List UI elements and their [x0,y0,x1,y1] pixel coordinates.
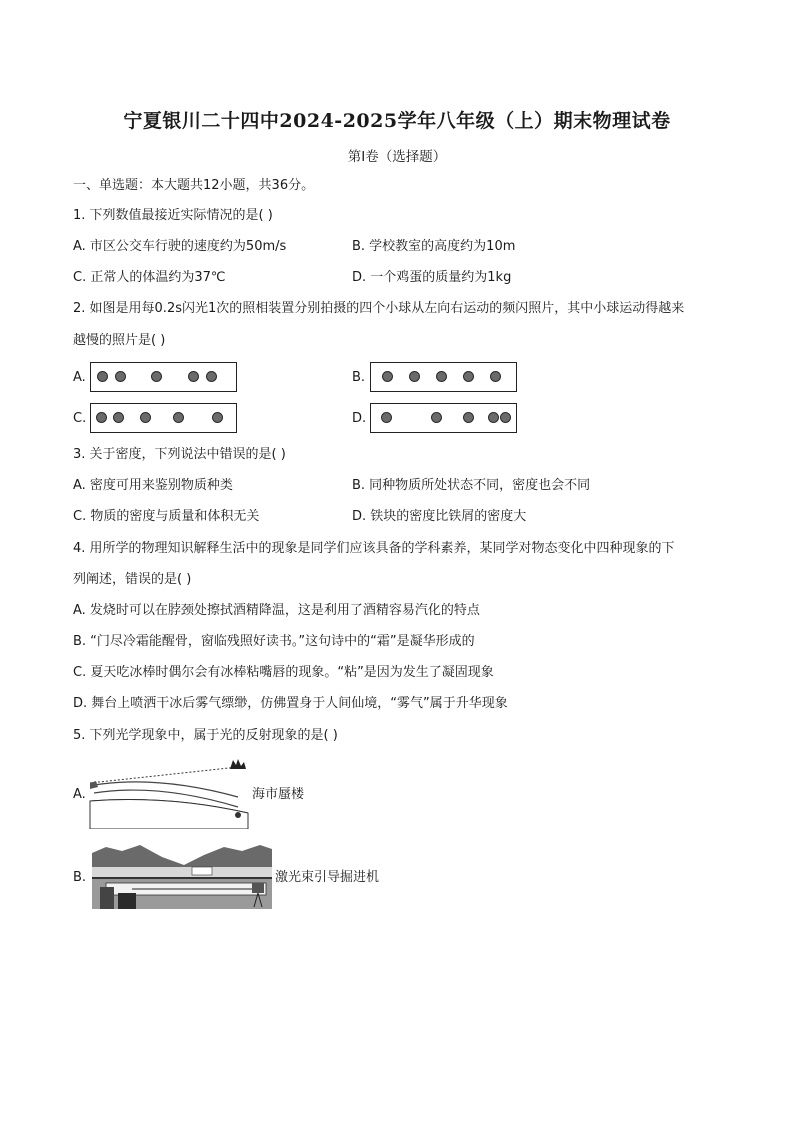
q5-option-a-caption: 海市蜃楼 [252,787,305,802]
ball [212,412,223,423]
q1-stem: 1. 下列数值最接近实际情况的是( ) [73,208,273,223]
ball [409,371,420,382]
tunnel-laser-drawing [92,843,272,909]
q1-option-a: A. 市区公交车行驶的速度约为50m/s [73,239,287,254]
ball [436,371,447,382]
q2-option-c-photo [90,403,237,433]
q4-option-c: C. 夏天吃冰棒时偶尔会有冰棒粘嘴唇的现象。“粘”是因为发生了凝固现象 [73,665,494,680]
ball [490,371,501,382]
ball [113,412,124,423]
q2-option-d-label: D. [352,411,367,426]
q5-option-b-caption: 激光束引导掘进机 [275,870,380,885]
q2-option-d-photo [370,403,517,433]
q1-option-c: C. 正常人的体温约为37℃ [73,270,226,285]
tunnel-laser-illustration [92,843,272,909]
q5-stem: 5. 下列光学现象中，属于光的反射现象的是( ) [73,728,338,743]
q5-option-b-label: B. [73,870,87,885]
q4-option-a: A. 发烧时可以在脖颈处擦拭酒精降温，这是利用了酒精容易汽化的特点 [73,603,480,618]
ball [382,371,393,382]
page-title: 宁夏银川二十四中2024-2025学年八年级（上）期末物理试卷 [123,110,671,132]
ball [115,371,126,382]
q1-option-b: B. 学校教室的高度约为10m [352,239,516,254]
ball [500,412,511,423]
q2-stem-line1: 2. 如图是用每0.2s闪光1次的照相装置分别拍摄的四个小球从左向右运动的频闪照片，其中小球运动得越来 [73,301,685,316]
ball [140,412,151,423]
q3-option-d: D. 铁块的密度比铁屑的密度大 [352,509,527,524]
q1-option-d: D. 一个鸡蛋的质量约为1kg [352,270,512,285]
ball [463,412,474,423]
section-heading: 一、单选题：本大题共12小题，共36分。 [73,178,315,193]
q5-option-a-label: A. [73,787,86,802]
ball [463,371,474,382]
ball [381,412,392,423]
ball [206,371,217,382]
mirage-illustration [88,757,250,829]
q4-option-b: B. “门尽冷霜能醒骨，窗临残照好读书。”这句诗中的“霜”是凝华形成的 [73,634,475,649]
q2-stem-line2: 越慢的照片是( ) [73,333,166,348]
q3-option-b: B. 同种物质所处状态不同，密度也会不同 [352,478,591,493]
q2-option-b-label: B. [352,370,366,385]
q2-option-c-label: C. [73,411,87,426]
q3-stem: 3. 关于密度，下列说法中错误的是( ) [73,447,286,462]
q2-option-a-photo [90,362,237,392]
q2-option-b-photo [370,362,517,392]
q3-option-c: C. 物质的密度与质量和体积无关 [73,509,260,524]
ball [431,412,442,423]
ball [188,371,199,382]
ball [173,412,184,423]
ball [151,371,162,382]
volume-subtitle: 第I卷（选择题） [347,149,447,165]
q4-stem-line1: 4. 用所学的物理知识解释生活中的现象是同学们应该具备的学科素养，某同学对物态变化中四种现象的下 [73,541,675,556]
q4-option-d: D. 舞台上喷洒干冰后雾气缥缈，仿佛置身于人间仙境，“雾气”属于升华现象 [73,696,508,711]
q2-option-a-label: A. [73,370,86,385]
ball [97,371,108,382]
q3-option-a: A. 密度可用来鉴别物质种类 [73,478,233,493]
mirage-drawing [88,757,250,829]
ball [96,412,107,423]
q4-stem-line2: 列阐述，错误的是( ) [73,572,192,587]
ball [488,412,499,423]
